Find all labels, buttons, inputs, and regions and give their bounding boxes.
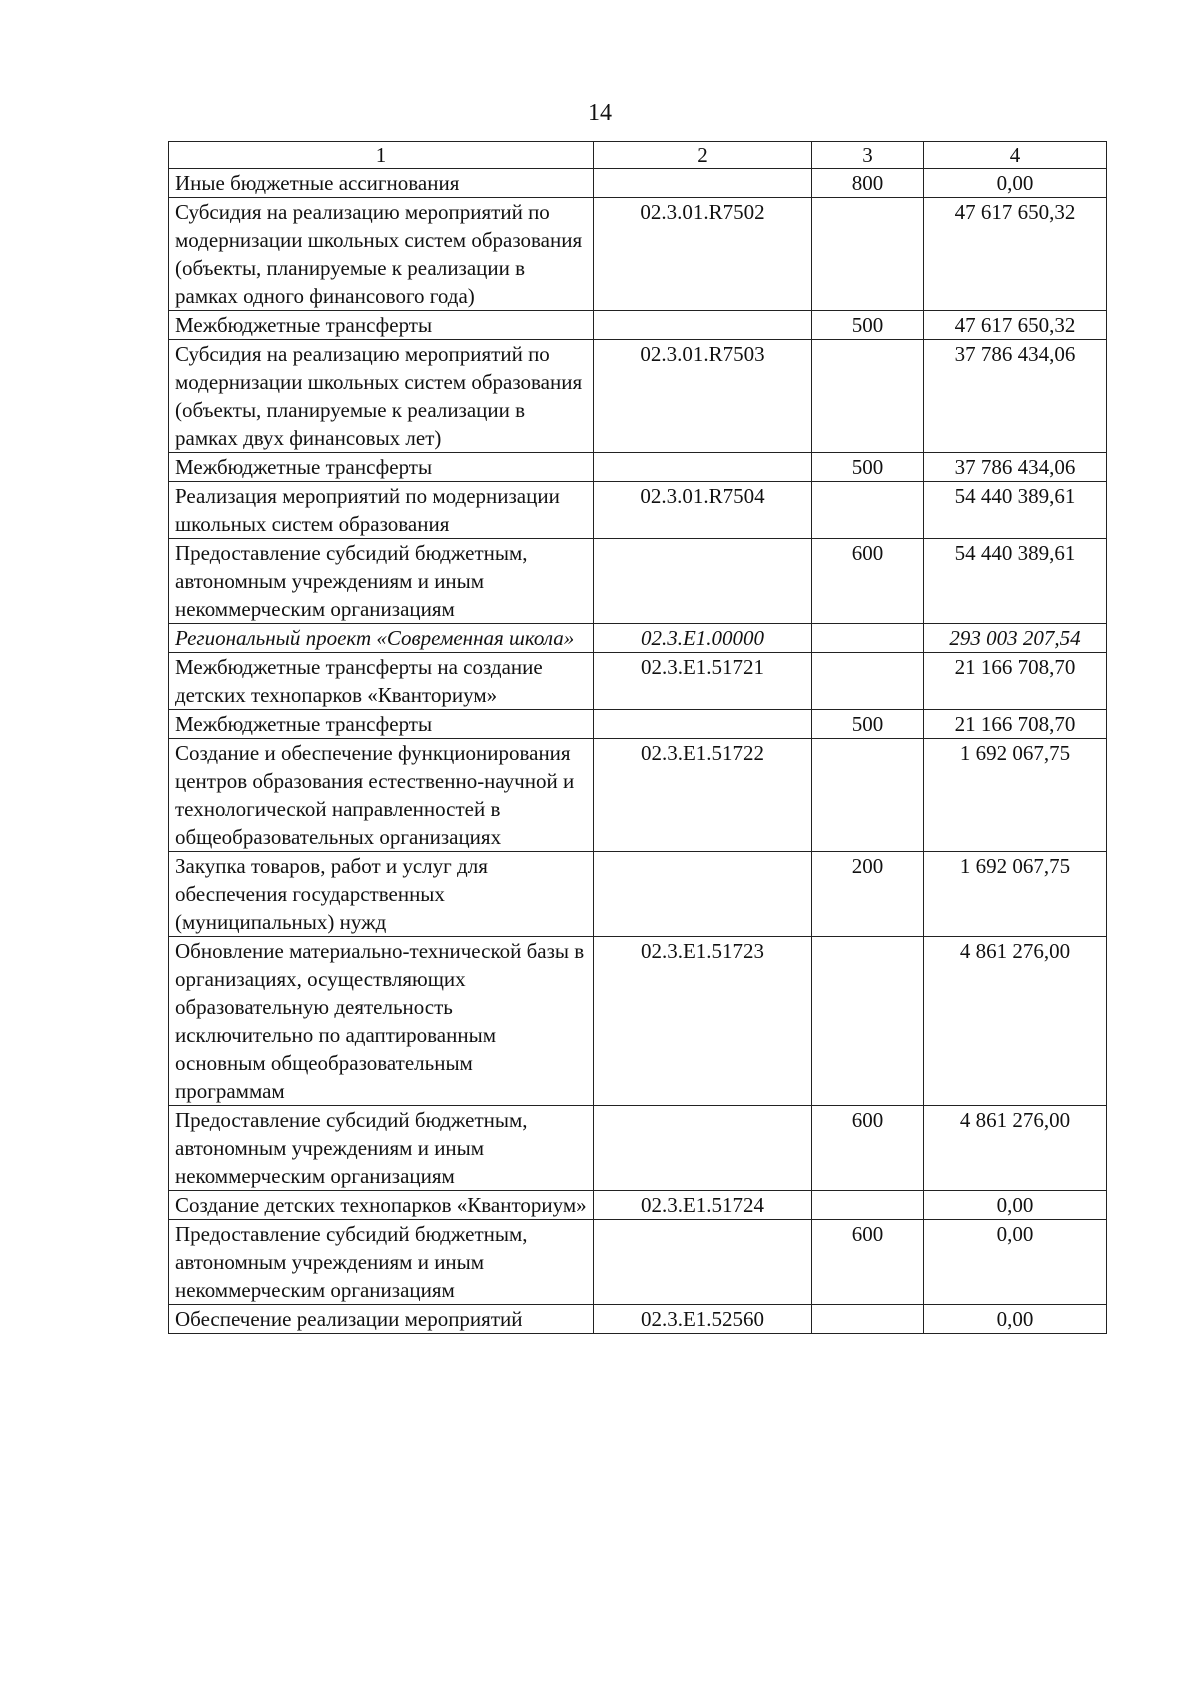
row-amount-cell: 37 786 434,06: [924, 453, 1107, 482]
row-amount-cell: 47 617 650,32: [924, 311, 1107, 340]
row-amount-cell: 47 617 650,32: [924, 198, 1107, 311]
row-name-cell: Предоставление субсидий бюджетным, автономным учреждениям и иным некоммерческим организациям: [169, 1106, 594, 1191]
row-name-cell: Субсидия на реализацию мероприятий по модернизации школьных систем образования (объекты, планируемые к реализации в рамках двух финансовых лет): [169, 340, 594, 453]
table-row: [169, 852, 1107, 937]
row-code-cell: [594, 539, 812, 624]
row-name-cell: Иные бюджетные ассигнования: [169, 169, 594, 198]
row-amount-cell: 293 003 207,54: [924, 624, 1107, 653]
row-code-cell: [594, 311, 812, 340]
table-row: [169, 453, 1107, 482]
row-expense-type-cell: [812, 624, 924, 653]
budget-table-body: [169, 142, 1107, 1334]
row-amount-cell: 4 861 276,00: [924, 1106, 1107, 1191]
row-expense-type-cell: 500: [812, 453, 924, 482]
row-amount-cell: 0,00: [924, 169, 1107, 198]
table-row: [169, 482, 1107, 539]
row-code-cell: 02.3.E1.00000: [594, 624, 812, 653]
column-number-2: 2: [594, 142, 812, 169]
page-number: 14: [588, 100, 612, 126]
row-amount-cell: 0,00: [924, 1305, 1107, 1334]
table-row: [169, 169, 1107, 198]
row-name-cell: Обновление материально-технической базы в организациях, осуществляющих образовательную деятельность исключительно по адаптированным основным общеобразовательным программам: [169, 937, 594, 1106]
row-name-cell: Межбюджетные трансферты: [169, 710, 594, 739]
table-row: [169, 653, 1107, 710]
row-expense-type-cell: [812, 482, 924, 539]
row-amount-cell: 4 861 276,00: [924, 937, 1107, 1106]
column-number-3: 3: [812, 142, 924, 169]
row-name-cell: Предоставление субсидий бюджетным, автономным учреждениям и иным некоммерческим организациям: [169, 1220, 594, 1305]
row-code-cell: 02.3.01.R7502: [594, 198, 812, 311]
row-amount-cell: 0,00: [924, 1220, 1107, 1305]
row-name-cell: Межбюджетные трансферты: [169, 311, 594, 340]
row-code-cell: 02.3.E1.51723: [594, 937, 812, 1106]
row-code-cell: 02.3.E1.51722: [594, 739, 812, 852]
row-amount-cell: 1 692 067,75: [924, 739, 1107, 852]
row-code-cell: [594, 852, 812, 937]
row-code-cell: [594, 1106, 812, 1191]
row-code-cell: [594, 453, 812, 482]
table-row: [169, 198, 1107, 311]
row-name-cell: Межбюджетные трансферты: [169, 453, 594, 482]
row-amount-cell: 21 166 708,70: [924, 653, 1107, 710]
row-name-cell: Субсидия на реализацию мероприятий по модернизации школьных систем образования (объекты, планируемые к реализации в рамках одного финансового года): [169, 198, 594, 311]
budget-table: [168, 141, 1107, 1334]
column-number-4: 4: [924, 142, 1107, 169]
row-expense-type-cell: [812, 937, 924, 1106]
table-row: [169, 1305, 1107, 1334]
row-amount-cell: 0,00: [924, 1191, 1107, 1220]
row-expense-type-cell: [812, 340, 924, 453]
row-name-cell: Создание детских технопарков «Кванториум»: [169, 1191, 594, 1220]
row-amount-cell: 21 166 708,70: [924, 710, 1107, 739]
row-name-cell: Обеспечение реализации мероприятий: [169, 1305, 594, 1334]
row-name-cell: Создание и обеспечение функционирования центров образования естественно-научной и технологической направленностей в общеобразовательных организациях: [169, 739, 594, 852]
row-expense-type-cell: [812, 1191, 924, 1220]
row-amount-cell: 54 440 389,61: [924, 482, 1107, 539]
row-code-cell: 02.3.E1.51721: [594, 653, 812, 710]
row-code-cell: [594, 710, 812, 739]
table-row: [169, 1220, 1107, 1305]
table-row: [169, 340, 1107, 453]
row-name-cell: Закупка товаров, работ и услуг для обеспечения государственных (муниципальных) нужд: [169, 852, 594, 937]
row-expense-type-cell: [812, 653, 924, 710]
row-code-cell: 02.3.01.R7504: [594, 482, 812, 539]
table-row: [169, 710, 1107, 739]
column-number-1: 1: [169, 142, 594, 169]
row-amount-cell: 37 786 434,06: [924, 340, 1107, 453]
row-amount-cell: 1 692 067,75: [924, 852, 1107, 937]
row-expense-type-cell: [812, 198, 924, 311]
row-expense-type-cell: 500: [812, 311, 924, 340]
row-expense-type-cell: 600: [812, 1106, 924, 1191]
row-name-cell: Предоставление субсидий бюджетным, автономным учреждениям и иным некоммерческим организациям: [169, 539, 594, 624]
row-expense-type-cell: 800: [812, 169, 924, 198]
row-code-cell: [594, 1220, 812, 1305]
table-row: [169, 1106, 1107, 1191]
row-code-cell: 02.3.01.R7503: [594, 340, 812, 453]
row-name-cell: Межбюджетные трансферты на создание детских технопарков «Кванториум»: [169, 653, 594, 710]
row-expense-type-cell: 500: [812, 710, 924, 739]
row-expense-type-cell: [812, 1305, 924, 1334]
row-name-cell: Реализация мероприятий по модернизации школьных систем образования: [169, 482, 594, 539]
table-row: [169, 539, 1107, 624]
row-expense-type-cell: 600: [812, 1220, 924, 1305]
table-row: [169, 937, 1107, 1106]
row-name-cell: Региональный проект «Современная школа»: [169, 624, 594, 653]
row-code-cell: [594, 169, 812, 198]
table-row: [169, 739, 1107, 852]
row-amount-cell: 54 440 389,61: [924, 539, 1107, 624]
row-expense-type-cell: [812, 739, 924, 852]
table-row: [169, 624, 1107, 653]
table-row: [169, 1191, 1107, 1220]
row-code-cell: 02.3.E1.52560: [594, 1305, 812, 1334]
row-expense-type-cell: 600: [812, 539, 924, 624]
row-expense-type-cell: 200: [812, 852, 924, 937]
row-code-cell: 02.3.E1.51724: [594, 1191, 812, 1220]
table-row: [169, 311, 1107, 340]
column-number-row: [169, 142, 1107, 169]
